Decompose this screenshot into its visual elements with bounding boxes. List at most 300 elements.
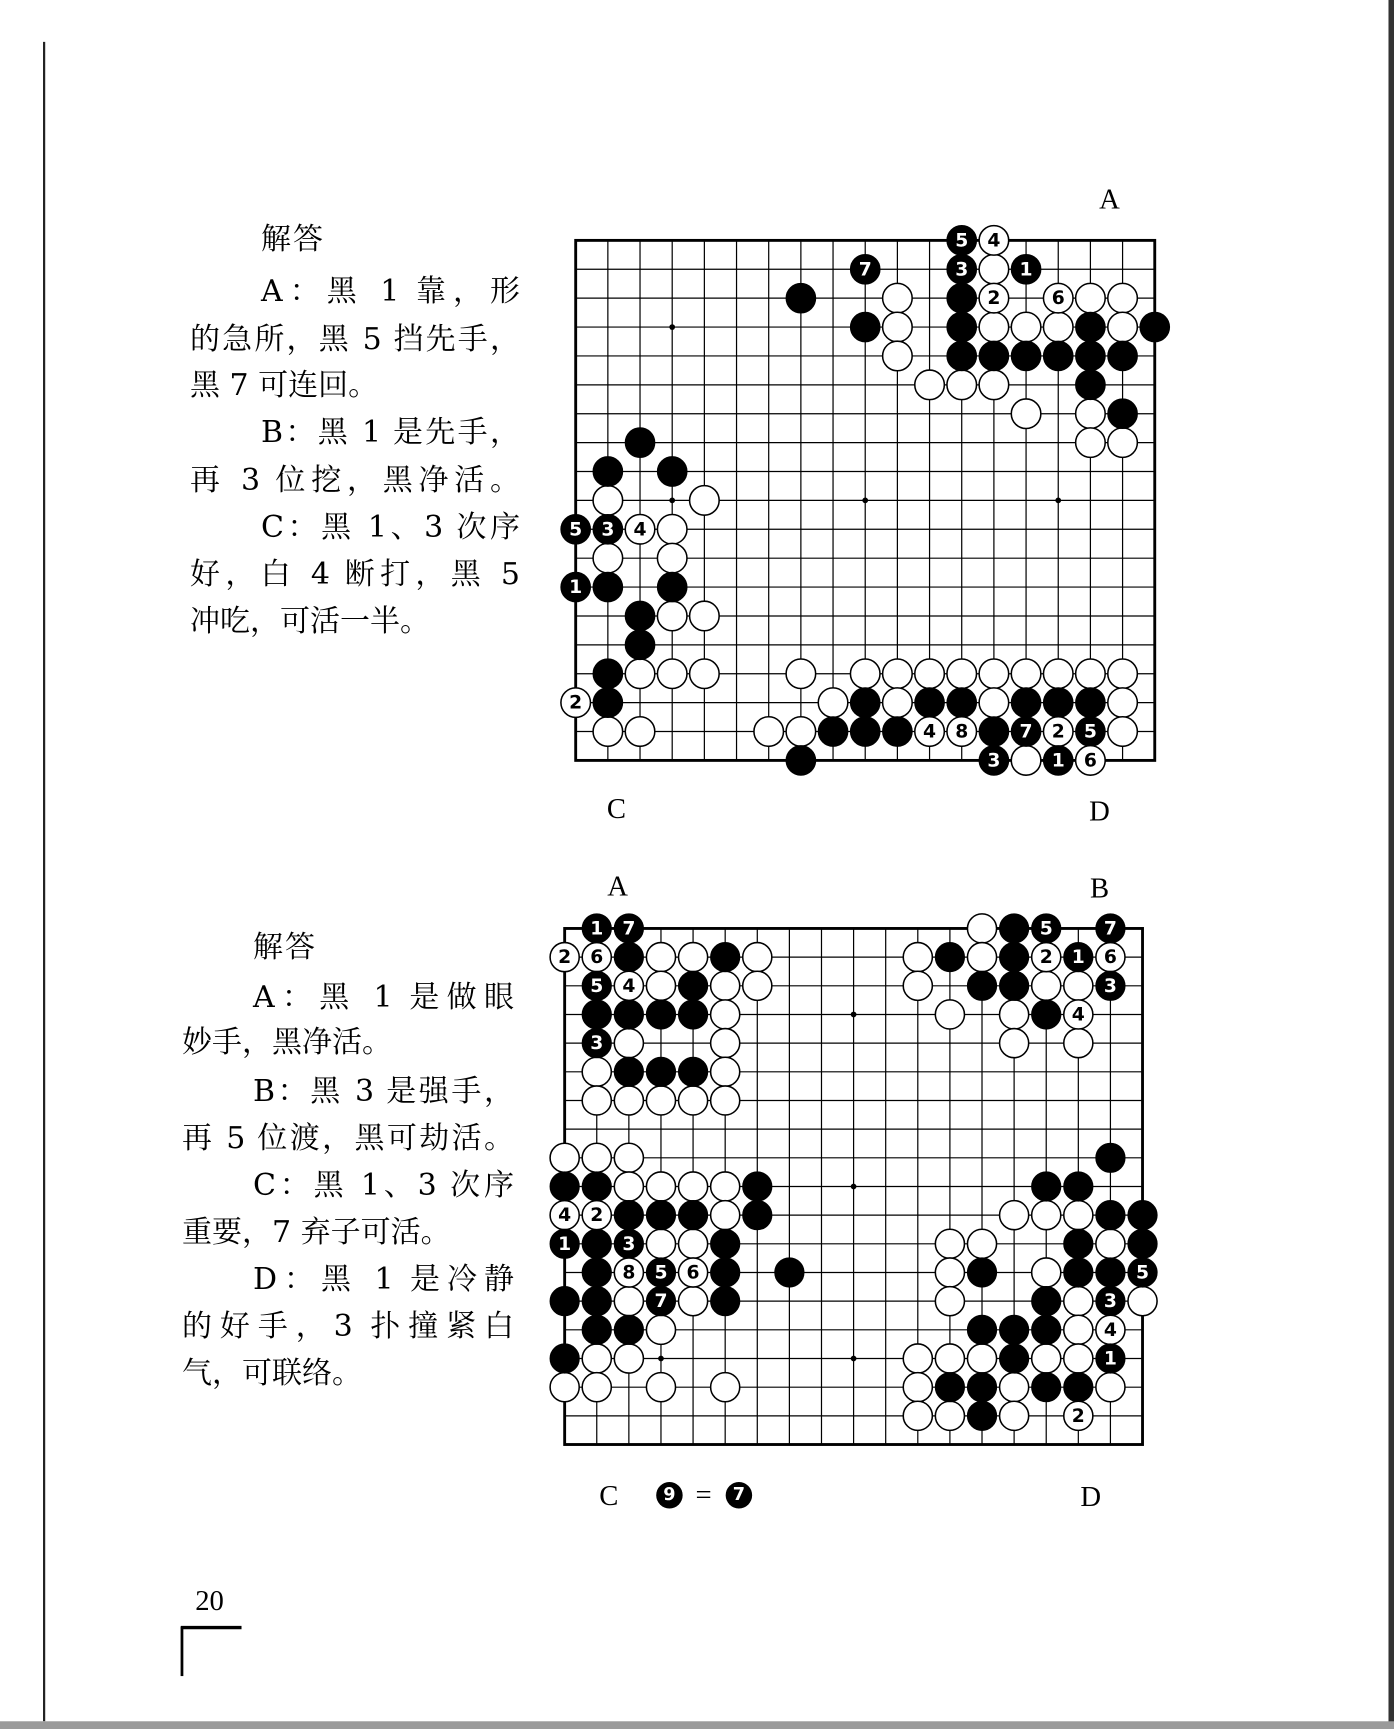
black-stone bbox=[947, 341, 977, 371]
white-stone bbox=[786, 717, 816, 747]
star-point bbox=[669, 498, 675, 504]
white-stone bbox=[967, 1344, 996, 1373]
solution-2-line: 重要，7 弃子可活。 bbox=[182, 1215, 451, 1250]
black-stone bbox=[582, 1258, 611, 1287]
black-stone bbox=[646, 1201, 675, 1230]
star-point bbox=[851, 1356, 857, 1362]
numbered-black-stone bbox=[582, 914, 611, 943]
black-stone bbox=[625, 601, 655, 631]
white-stone bbox=[979, 659, 1009, 689]
stone-move-number: 4 bbox=[923, 721, 937, 743]
white-stone bbox=[1076, 283, 1106, 313]
black-stone bbox=[1032, 1373, 1061, 1402]
white-stone bbox=[1064, 1315, 1093, 1344]
black-stone bbox=[593, 457, 623, 487]
black-stone bbox=[1096, 1258, 1125, 1287]
stone-move-number: 8 bbox=[622, 1262, 636, 1284]
black-stone bbox=[646, 1000, 675, 1029]
numbered-white-stone bbox=[550, 1201, 579, 1230]
white-stone bbox=[679, 1287, 708, 1316]
stone-move-number: 7 bbox=[654, 1291, 668, 1313]
black-stone bbox=[947, 688, 977, 718]
white-stone bbox=[947, 370, 977, 400]
stone-move-number: 3 bbox=[601, 519, 615, 541]
black-stone bbox=[1064, 1373, 1093, 1402]
black-stone bbox=[915, 688, 945, 718]
star-point bbox=[658, 1356, 664, 1362]
stone-move-number: 6 bbox=[686, 1262, 700, 1284]
white-stone bbox=[979, 370, 1009, 400]
black-stone bbox=[679, 971, 708, 1000]
stone-move-number: 3 bbox=[987, 750, 1001, 772]
white-stone bbox=[883, 688, 913, 718]
black-stone bbox=[593, 659, 623, 689]
numbered-white-stone bbox=[614, 1258, 643, 1287]
go-board-1 bbox=[561, 226, 1170, 776]
black-stone bbox=[625, 428, 655, 458]
numbered-white-stone bbox=[625, 515, 655, 545]
white-stone bbox=[625, 717, 655, 747]
white-stone bbox=[657, 543, 687, 573]
numbered-white-stone bbox=[915, 717, 945, 747]
go-board-2 bbox=[550, 914, 1157, 1445]
white-stone bbox=[614, 1344, 643, 1373]
black-stone bbox=[593, 572, 623, 602]
board-2-label-top-left: A bbox=[607, 870, 628, 903]
numbered-black-stone bbox=[550, 1229, 579, 1258]
white-stone bbox=[582, 1373, 611, 1402]
stone-move-number: 5 bbox=[569, 519, 583, 541]
black-stone bbox=[657, 572, 687, 602]
white-stone bbox=[1108, 428, 1138, 458]
white-stone bbox=[1000, 1373, 1029, 1402]
black-stone bbox=[1128, 1201, 1157, 1230]
stone-move-number: 1 bbox=[1019, 259, 1033, 281]
black-stone bbox=[711, 1258, 740, 1287]
white-stone bbox=[582, 1344, 611, 1373]
white-stone bbox=[550, 1143, 579, 1172]
white-stone bbox=[646, 1086, 675, 1115]
solution-1-line: 再 3 位挖，黑净活。 bbox=[190, 463, 520, 498]
black-stone bbox=[711, 1229, 740, 1258]
black-stone bbox=[935, 943, 964, 972]
black-stone bbox=[582, 1287, 611, 1316]
black-stone bbox=[1076, 688, 1106, 718]
numbered-black-stone bbox=[1096, 914, 1125, 943]
black-stone bbox=[1000, 914, 1029, 943]
white-stone bbox=[646, 1315, 675, 1344]
black-stone bbox=[614, 943, 643, 972]
star-point bbox=[669, 324, 675, 330]
white-stone bbox=[903, 1401, 932, 1430]
white-stone bbox=[979, 312, 1009, 342]
solution-1-line: 黑 7 可连回。 bbox=[190, 368, 379, 403]
numbered-white-stone bbox=[1043, 717, 1073, 747]
white-stone bbox=[679, 1172, 708, 1201]
black-stone bbox=[679, 1201, 708, 1230]
numbered-black-stone bbox=[1096, 1344, 1125, 1373]
black-stone bbox=[1011, 688, 1041, 718]
stone-move-number: 6 bbox=[1051, 288, 1065, 310]
solution-2-line: 的好手，3 扑撞紧白 bbox=[182, 1309, 514, 1344]
black-stone bbox=[967, 1258, 996, 1287]
white-stone bbox=[679, 1229, 708, 1258]
solution-2-line: 再 5 位渡，黑可劫活。 bbox=[182, 1121, 514, 1156]
white-stone bbox=[1032, 1344, 1061, 1373]
numbered-black-stone bbox=[1011, 254, 1041, 284]
white-stone bbox=[582, 1143, 611, 1172]
black-stone bbox=[743, 1201, 772, 1230]
black-stone bbox=[1076, 370, 1106, 400]
black-stone bbox=[1032, 1315, 1061, 1344]
numbered-black-stone bbox=[582, 971, 611, 1000]
numbered-black-stone bbox=[979, 746, 1009, 776]
white-stone bbox=[646, 943, 675, 972]
white-stone bbox=[646, 971, 675, 1000]
white-stone bbox=[1064, 971, 1093, 1000]
stone-move-number: 3 bbox=[1103, 975, 1117, 997]
white-stone bbox=[1108, 717, 1138, 747]
stone-move-number: 6 bbox=[1083, 750, 1097, 772]
solution-1-line: 好，白 4 断打，黑 5 bbox=[190, 557, 520, 592]
white-stone bbox=[1108, 688, 1138, 718]
white-stone bbox=[1128, 1287, 1157, 1316]
black-stone bbox=[582, 1315, 611, 1344]
white-stone bbox=[614, 1172, 643, 1201]
white-stone bbox=[915, 659, 945, 689]
white-stone bbox=[743, 943, 772, 972]
black-stone bbox=[593, 688, 623, 718]
white-stone bbox=[1064, 1287, 1093, 1316]
solution-2-line: 气，可联络。 bbox=[182, 1356, 362, 1391]
white-stone bbox=[1043, 312, 1073, 342]
numbered-white-stone bbox=[550, 943, 579, 972]
numbered-white-stone bbox=[979, 283, 1009, 313]
bottom-page-edge bbox=[0, 1721, 1394, 1729]
black-stone bbox=[679, 1057, 708, 1086]
numbered-white-stone bbox=[1076, 746, 1106, 776]
white-stone bbox=[979, 688, 1009, 718]
stone-move-number: 7 bbox=[1019, 721, 1033, 743]
white-stone bbox=[754, 717, 784, 747]
numbered-white-stone bbox=[614, 971, 643, 1000]
stone-move-number: 3 bbox=[590, 1033, 604, 1055]
black-stone bbox=[614, 1000, 643, 1029]
white-stone bbox=[690, 486, 720, 516]
solution-1-line: 冲吃，可活一半。 bbox=[190, 604, 430, 639]
stone-move-number: 1 bbox=[558, 1233, 572, 1255]
right-page-edge bbox=[1388, 0, 1394, 1729]
white-stone bbox=[646, 1229, 675, 1258]
black-stone bbox=[582, 1000, 611, 1029]
black-stone bbox=[1076, 341, 1106, 371]
black-stone bbox=[947, 283, 977, 313]
numbered-black-stone bbox=[1076, 717, 1106, 747]
black-stone bbox=[786, 283, 816, 313]
black-stone bbox=[1076, 312, 1106, 342]
stone-move-number: 1 bbox=[1071, 947, 1085, 969]
white-stone bbox=[1000, 1000, 1029, 1029]
white-stone bbox=[593, 486, 623, 516]
solution-1-line: C：黑 1、3 次序 bbox=[261, 510, 520, 545]
black-stone bbox=[1043, 688, 1073, 718]
white-stone bbox=[1076, 659, 1106, 689]
white-stone bbox=[883, 659, 913, 689]
stone-move-number: 4 bbox=[1071, 1004, 1085, 1026]
stone-move-number: 7 bbox=[622, 918, 636, 940]
white-stone bbox=[657, 659, 687, 689]
black-stone bbox=[967, 1401, 996, 1430]
white-stone bbox=[550, 1373, 579, 1402]
white-stone bbox=[1011, 399, 1041, 429]
numbered-white-stone bbox=[979, 226, 1009, 256]
black-stone bbox=[550, 1344, 579, 1373]
stone-move-number: 2 bbox=[590, 1205, 604, 1227]
white-stone bbox=[1064, 1201, 1093, 1230]
white-stone bbox=[935, 1000, 964, 1029]
white-stone bbox=[1032, 1258, 1061, 1287]
black-stone bbox=[775, 1258, 804, 1287]
white-stone bbox=[690, 659, 720, 689]
numbered-white-stone bbox=[947, 717, 977, 747]
caption-stone-left-number: 9 bbox=[663, 1485, 676, 1506]
black-stone bbox=[1064, 1229, 1093, 1258]
black-stone bbox=[1043, 341, 1073, 371]
black-stone bbox=[1011, 341, 1041, 371]
stone-move-number: 4 bbox=[622, 975, 636, 997]
stone-move-number: 5 bbox=[654, 1262, 668, 1284]
white-stone bbox=[711, 1057, 740, 1086]
board-2-label-top-right: B bbox=[1089, 872, 1110, 905]
white-stone bbox=[935, 1344, 964, 1373]
stone-move-number: 7 bbox=[858, 259, 872, 281]
board-2-label-bottom-left: C bbox=[599, 1480, 619, 1513]
stone-move-number: 5 bbox=[1039, 918, 1053, 940]
white-stone bbox=[903, 943, 932, 972]
white-stone bbox=[582, 1057, 611, 1086]
white-stone bbox=[679, 1086, 708, 1115]
black-stone bbox=[1000, 943, 1029, 972]
white-stone bbox=[711, 1373, 740, 1402]
white-stone bbox=[1076, 428, 1106, 458]
star-point bbox=[851, 1184, 857, 1190]
white-stone bbox=[690, 601, 720, 631]
black-stone bbox=[550, 1172, 579, 1201]
black-stone bbox=[679, 1000, 708, 1029]
numbered-black-stone bbox=[561, 515, 591, 545]
star-point bbox=[1055, 498, 1061, 504]
black-stone bbox=[935, 1373, 964, 1402]
numbered-white-stone bbox=[1032, 943, 1061, 972]
solution-2-line: C：黑 1、3 次序 bbox=[253, 1168, 514, 1203]
stone-move-number: 4 bbox=[558, 1205, 572, 1227]
white-stone bbox=[1108, 659, 1138, 689]
stone-move-number: 2 bbox=[987, 288, 1001, 310]
white-stone bbox=[646, 1172, 675, 1201]
white-stone bbox=[1000, 1201, 1029, 1230]
numbered-white-stone bbox=[582, 1201, 611, 1230]
numbered-black-stone bbox=[1096, 1287, 1125, 1316]
black-stone bbox=[1000, 1315, 1029, 1344]
stone-move-number: 3 bbox=[622, 1233, 636, 1255]
star-point bbox=[862, 498, 868, 504]
stone-move-number: 4 bbox=[987, 230, 1001, 252]
numbered-white-stone bbox=[1096, 1315, 1125, 1344]
black-stone bbox=[614, 1057, 643, 1086]
numbered-black-stone bbox=[646, 1258, 675, 1287]
stone-move-number: 1 bbox=[1051, 750, 1065, 772]
black-stone bbox=[947, 312, 977, 342]
white-stone bbox=[967, 914, 996, 943]
solution-2-heading: 解答 bbox=[253, 930, 317, 965]
stone-move-number: 7 bbox=[1103, 918, 1117, 940]
white-stone bbox=[1076, 399, 1106, 429]
black-stone bbox=[614, 1315, 643, 1344]
white-stone bbox=[903, 1344, 932, 1373]
board-1-label-top-right: A bbox=[1099, 183, 1120, 216]
numbered-black-stone bbox=[614, 1229, 643, 1258]
stone-move-number: 6 bbox=[590, 947, 604, 969]
stone-move-number: 5 bbox=[590, 975, 604, 997]
stone-move-number: 2 bbox=[558, 947, 572, 969]
numbered-black-stone bbox=[1032, 914, 1061, 943]
white-stone bbox=[1000, 1029, 1029, 1058]
white-stone bbox=[979, 254, 1009, 284]
black-stone bbox=[646, 1057, 675, 1086]
black-stone bbox=[1096, 1201, 1125, 1230]
stone-move-number: 3 bbox=[1103, 1291, 1117, 1313]
black-stone bbox=[967, 971, 996, 1000]
white-stone bbox=[1011, 659, 1041, 689]
solution-2-line: 妙手，黑净活。 bbox=[182, 1025, 392, 1060]
solution-2-line: A：黑 1 是做眼 bbox=[253, 980, 514, 1015]
black-stone bbox=[1064, 1258, 1093, 1287]
white-stone bbox=[935, 1258, 964, 1287]
white-stone bbox=[850, 659, 880, 689]
white-stone bbox=[593, 717, 623, 747]
numbered-black-stone bbox=[1043, 746, 1073, 776]
numbered-black-stone bbox=[947, 226, 977, 256]
stone-move-number: 2 bbox=[1071, 1405, 1085, 1427]
white-stone bbox=[1043, 659, 1073, 689]
white-stone bbox=[818, 688, 848, 718]
white-stone bbox=[743, 971, 772, 1000]
white-stone bbox=[1032, 1201, 1061, 1230]
black-stone bbox=[614, 1201, 643, 1230]
white-stone bbox=[614, 1143, 643, 1172]
black-stone bbox=[850, 688, 880, 718]
numbered-black-stone bbox=[1096, 971, 1125, 1000]
white-stone bbox=[967, 1229, 996, 1258]
stone-move-number: 2 bbox=[569, 692, 583, 714]
black-stone bbox=[1032, 1000, 1061, 1029]
white-stone bbox=[1032, 971, 1061, 1000]
white-stone bbox=[883, 341, 913, 371]
white-stone bbox=[1064, 1344, 1093, 1373]
white-stone bbox=[883, 283, 913, 313]
black-stone bbox=[582, 1229, 611, 1258]
black-stone bbox=[550, 1287, 579, 1316]
black-stone bbox=[1064, 1172, 1093, 1201]
black-stone bbox=[979, 717, 1009, 747]
white-stone bbox=[1108, 283, 1138, 313]
black-stone bbox=[1000, 1344, 1029, 1373]
white-stone bbox=[1064, 1029, 1093, 1058]
numbered-white-stone bbox=[582, 943, 611, 972]
white-stone bbox=[679, 943, 708, 972]
numbered-black-stone bbox=[593, 515, 623, 545]
white-stone bbox=[614, 1029, 643, 1058]
black-stone bbox=[1108, 341, 1138, 371]
numbered-white-stone bbox=[1096, 943, 1125, 972]
black-stone bbox=[818, 717, 848, 747]
white-stone bbox=[711, 971, 740, 1000]
black-stone bbox=[786, 746, 816, 776]
white-stone bbox=[646, 1373, 675, 1402]
caption-stone-right-number: 7 bbox=[732, 1485, 746, 1506]
white-stone bbox=[786, 659, 816, 689]
white-stone bbox=[711, 1172, 740, 1201]
white-stone bbox=[935, 1287, 964, 1316]
solution-2-line: D：黑 1 是冷静 bbox=[253, 1262, 514, 1297]
stone-move-number: 2 bbox=[1051, 721, 1065, 743]
numbered-white-stone bbox=[1064, 1000, 1093, 1029]
stone-move-number: 8 bbox=[955, 721, 969, 743]
stone-move-number: 5 bbox=[1136, 1262, 1150, 1284]
white-stone bbox=[582, 1086, 611, 1115]
caption-equals-sign: = bbox=[695, 1479, 712, 1512]
board-1-label-bottom-right: D bbox=[1089, 795, 1110, 828]
numbered-black-stone bbox=[1011, 717, 1041, 747]
black-stone bbox=[850, 312, 880, 342]
black-stone bbox=[967, 1315, 996, 1344]
black-stone bbox=[1108, 399, 1138, 429]
solution-1-line: A：黑 1 靠，形 bbox=[261, 274, 520, 309]
board-2-caption bbox=[656, 1479, 752, 1511]
board-1-label-bottom-left: C bbox=[606, 793, 627, 826]
white-stone bbox=[1096, 1229, 1125, 1258]
black-stone bbox=[1140, 312, 1170, 342]
black-stone bbox=[1128, 1229, 1157, 1258]
white-stone bbox=[915, 370, 945, 400]
board-2-label-bottom-right: D bbox=[1080, 1481, 1102, 1514]
stone-move-number: 5 bbox=[1083, 721, 1097, 743]
white-stone bbox=[614, 1086, 643, 1115]
white-stone bbox=[1011, 312, 1041, 342]
numbered-white-stone bbox=[1043, 283, 1073, 313]
numbered-black-stone bbox=[947, 254, 977, 284]
stone-move-number: 4 bbox=[633, 519, 647, 541]
white-stone bbox=[614, 1287, 643, 1316]
solution-1-line: 的急所，黑 5 挡先手， bbox=[190, 322, 520, 357]
solution-1-heading: 解答 bbox=[261, 222, 325, 257]
black-stone bbox=[1000, 971, 1029, 1000]
white-stone bbox=[935, 1229, 964, 1258]
black-stone bbox=[967, 1373, 996, 1402]
white-stone bbox=[947, 659, 977, 689]
black-stone bbox=[625, 630, 655, 660]
stone-move-number: 5 bbox=[955, 230, 969, 252]
black-stone bbox=[711, 1287, 740, 1316]
white-stone bbox=[657, 601, 687, 631]
stone-move-number: 3 bbox=[955, 259, 969, 281]
numbered-black-stone bbox=[561, 572, 591, 602]
black-stone bbox=[850, 717, 880, 747]
white-stone bbox=[1011, 746, 1041, 776]
numbered-white-stone bbox=[561, 688, 591, 718]
white-stone bbox=[593, 543, 623, 573]
numbered-black-stone bbox=[850, 254, 880, 284]
